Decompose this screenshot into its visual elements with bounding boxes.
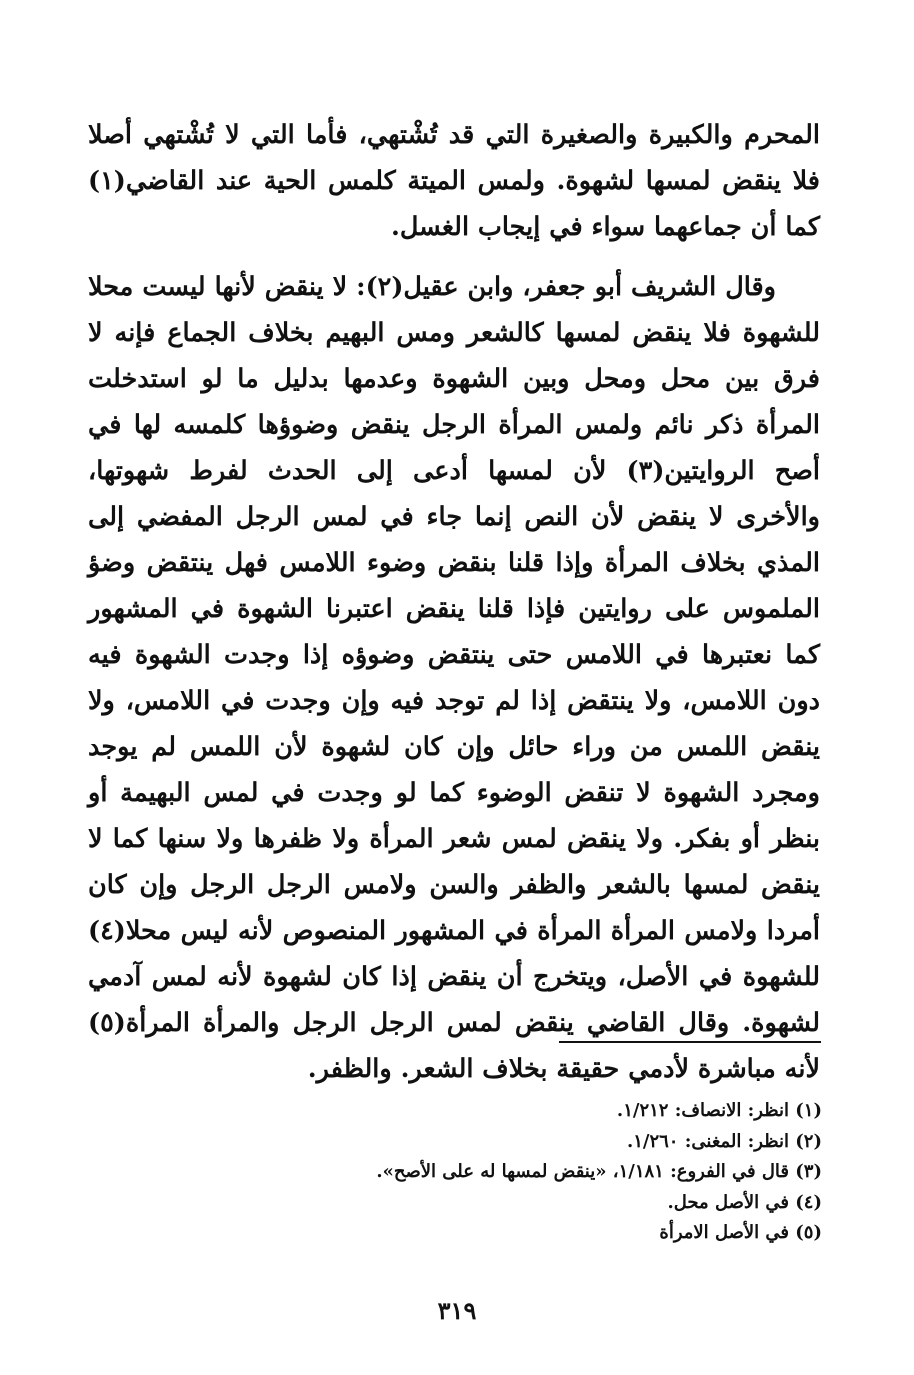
footnote-separator	[559, 1041, 821, 1043]
paragraph-2: وقال الشريف أبو جعفر، وابن عقيل(٢): لا ينقض لأنها ليست محلا للشهوة فلا ينقض لمسها كالشعر ومس البهيم بخلاف الجماع فإنه لا فرق بين محل ومحل وبين الشهوة وعدمها بدليل ما لو استدخلت المرأة ذكر نائم ولمس المرأة الرجل ينقض وضوؤها كلمسه لها في أصح الروايتين(٣) لأن لمسها أدعى إلى الحدث لفرط شهوتها، والأخرى لا ينقض لأن النص إنما جاء في لمس الرجل المفضي إلى المذي بخلاف المرأة وإذا قلنا بنقض وضوء اللامس فهل ينتقض وضؤ الملموس على روايتين فإذا قلنا ينقض اعتبرنا الشهوة في المشهور كما نعتبرها في اللامس حتى ينتقض وضوؤه إذا وجدت الشهوة فيه دون اللامس، ولا ينتقض إذا لم توجد فيه وإن وجدت في اللامس، ولا ينقض اللمس من وراء حائل وإن كان لشهوة لأن اللمس لم يوجد ومجرد الشهوة لا تنقض الوضوء كما لو وجدت في لمس البهيمة أو بنظر أو بفكر. ولا ينقض لمس شعر المرأة ولا ظفرها ولا سنها كما لا ينقض لمسها بالشعر والظفر والسن ولامس الرجل الرجل وإن كان أمردا ولامس المرأة المرأة في المشهور المنصوص لأنه ليس محلا(٤) للشهوة في الأصل، ويتخرج أن ينقض إذا كان لشهوة لأنه لمس آدمي لشهوة. وقال القاضي ينقض لمس الرجل الرجل والمرأة المرأة(٥) لأنه مباشرة لأدمي حقيقة بخلاف الشعر. والظفر.	[88, 272, 820, 1084]
footnotes	[200, 1096, 822, 1249]
paragraph-1: المحرم والكبيرة والصغيرة التي قد تُشْتهي، فأما التي لا تُشْتهي أصلا فلا ينقض لمسها لشهوة. ولمس الميتة كلمس الحية عند القاضي(١) كما أن جماعهما سواء في إيجاب الغسل.	[88, 120, 820, 242]
main-text	[88, 112, 820, 1092]
page-number: ٣١٩	[437, 1296, 477, 1325]
footnote-4: (٤) في الأصل محل.	[667, 1191, 822, 1213]
footnote-5: (٥) في الأصل الامرأة	[659, 1222, 822, 1243]
footnote-1: (١) انظر: الانصاف: ١/٢١٢.	[616, 1100, 822, 1121]
footnote-2: (٢) انظر: المغنى: ١/٢٦٠.	[626, 1130, 822, 1152]
footnote-3: (٣) قال في الفروع: ١/١٨١، «ينقض لمسها له على الأصح».	[376, 1161, 822, 1182]
